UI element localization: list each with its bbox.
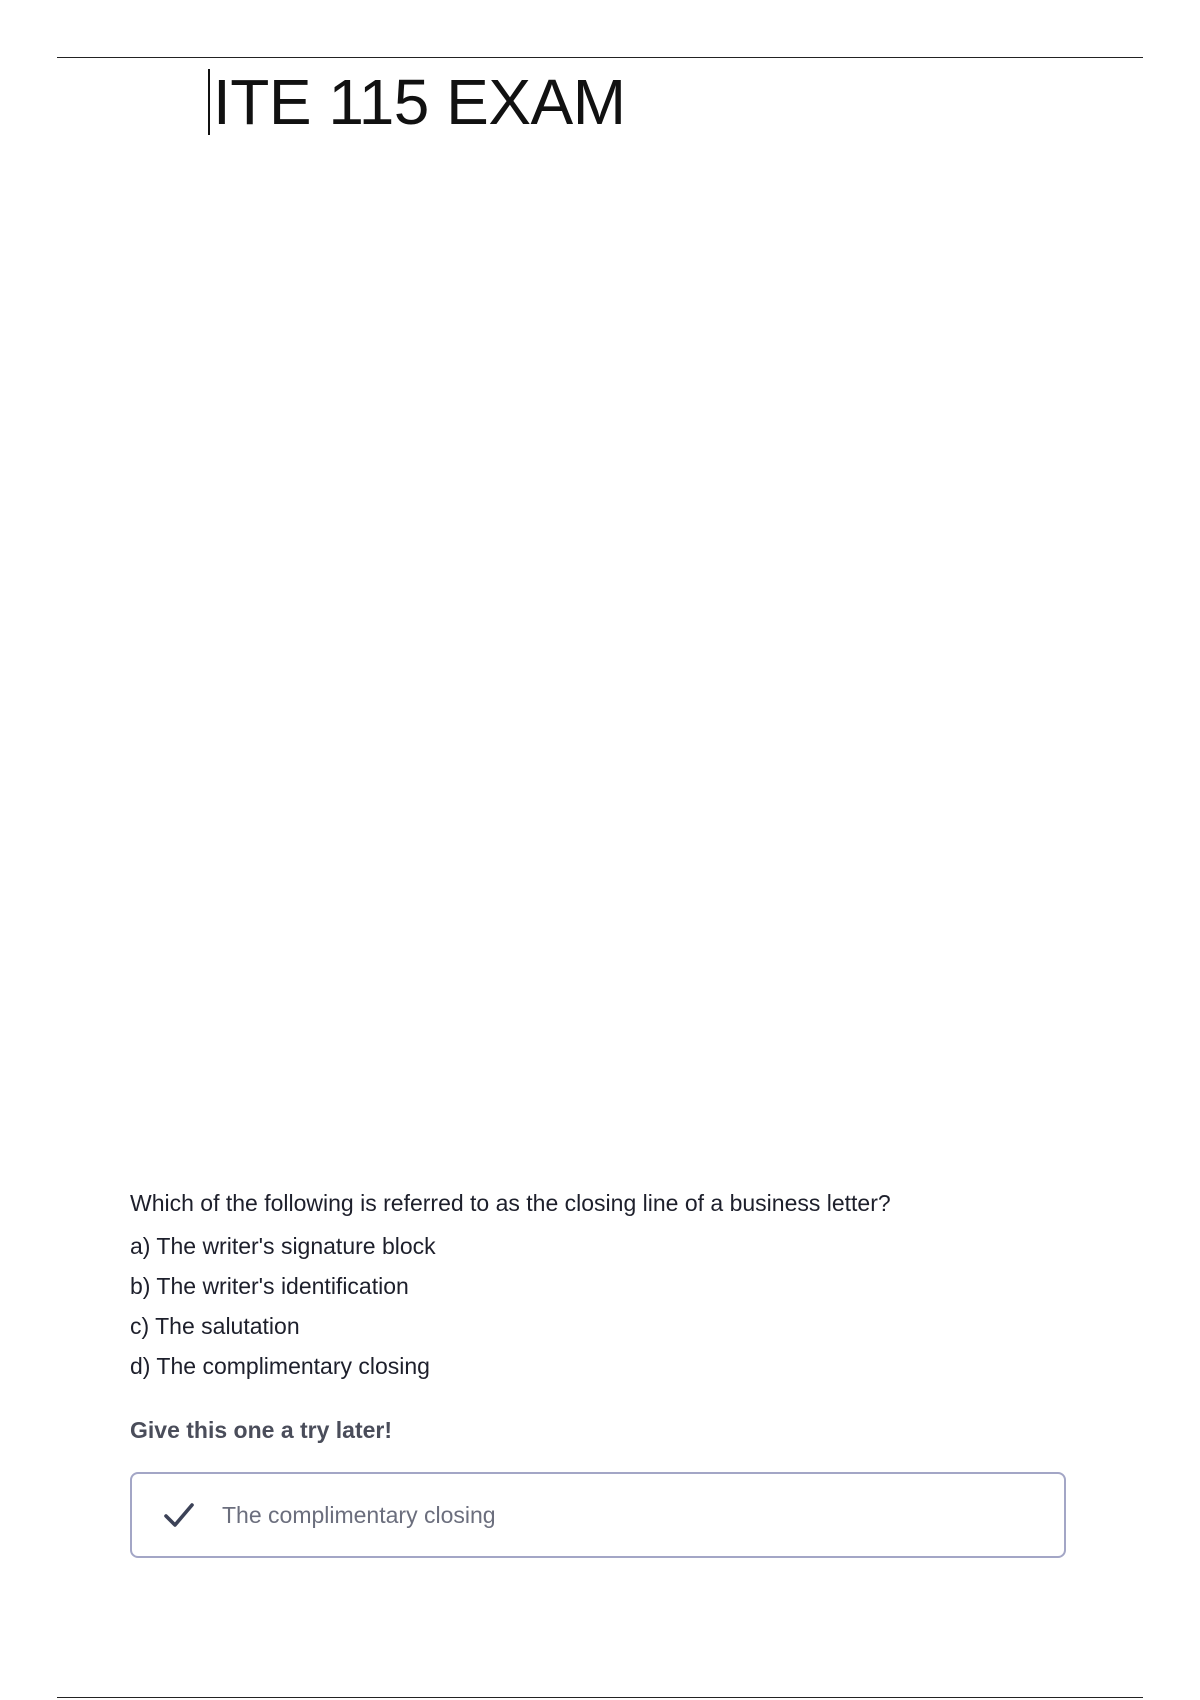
bottom-rule [57, 1697, 1143, 1698]
correct-answer-box [130, 1472, 1066, 1558]
option-c: c) The salutation [130, 1313, 300, 1339]
correct-answer-text: The complimentary closing [222, 1501, 496, 1528]
option-b: b) The writer's identification [130, 1273, 409, 1299]
text-cursor [208, 69, 210, 135]
hint-text: Give this one a try later! [130, 1417, 393, 1443]
option-d: d) The complimentary closing [130, 1353, 430, 1379]
question-prompt: Which of the following is referred to as the closing line of a business letter? [130, 1190, 891, 1216]
page-title: ITE 115 EXAM [213, 66, 626, 138]
check-icon [162, 1498, 196, 1532]
top-rule [57, 57, 1143, 58]
answer-options [130, 1231, 1080, 1381]
question-card [130, 1188, 1080, 1558]
option-a: a) The writer's signature block [130, 1233, 436, 1259]
title-area[interactable] [208, 66, 626, 138]
